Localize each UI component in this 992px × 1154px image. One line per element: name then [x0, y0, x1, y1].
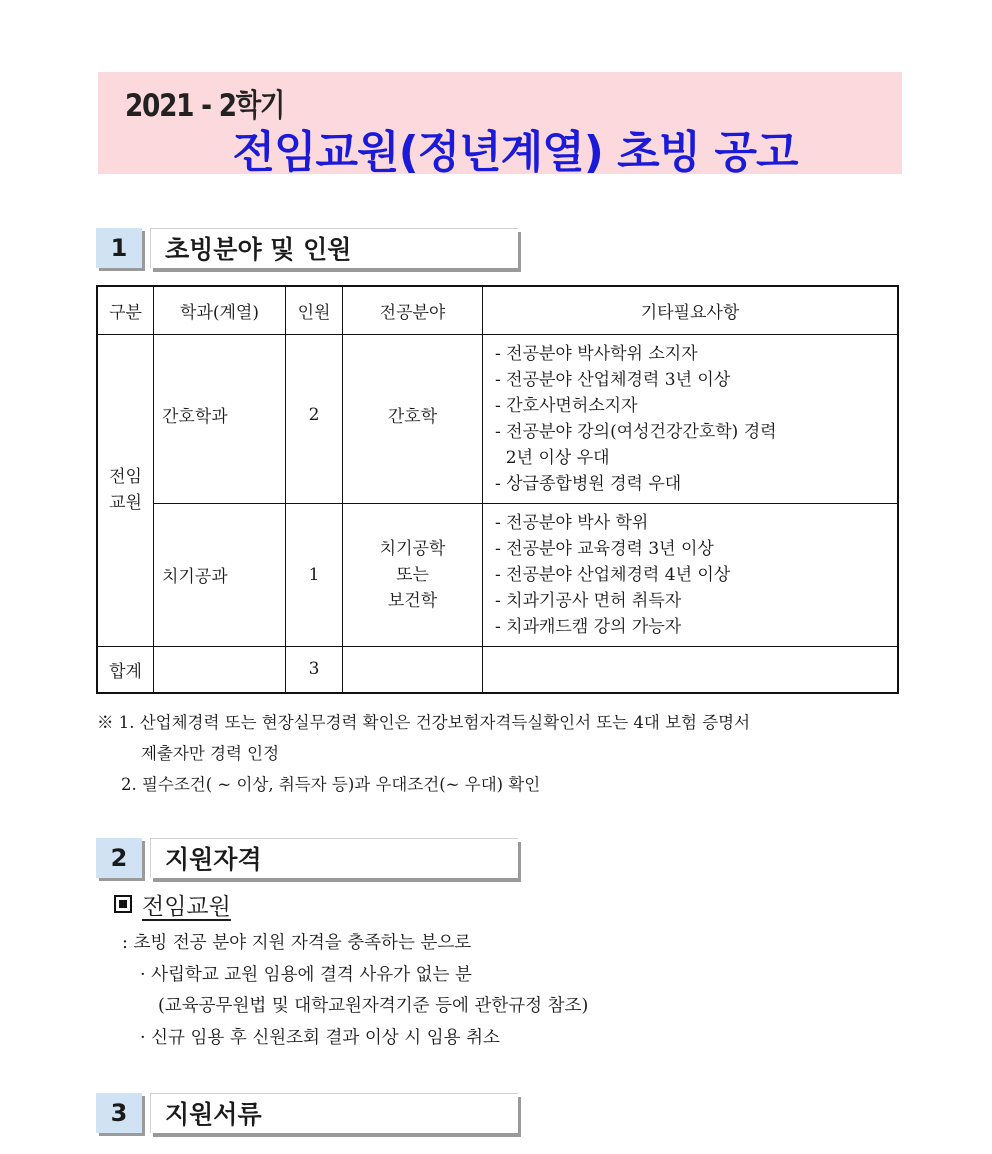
- total-empty-cell: [154, 646, 286, 693]
- field-cell: 간호학: [343, 334, 483, 503]
- header-requirements: 기타필요사항: [483, 286, 899, 334]
- qualification-line: (교육공무원법 및 대학교원자격기준 등에 관한규정 참조): [158, 996, 589, 1016]
- total-empty-cell: [343, 646, 483, 693]
- requirement-item: - 상급종합병원 경력 우대: [495, 473, 682, 494]
- section-number: 2: [96, 838, 142, 878]
- field-cell: 치기공학 또는 보건학: [343, 503, 483, 646]
- requirement-item: - 전공분야 강의(여성건강간호학) 경력: [495, 421, 777, 442]
- requirement-item: - 치과캐드캠 강의 가능자: [495, 616, 682, 637]
- total-label: 합계: [97, 646, 154, 693]
- requirement-item: - 전공분야 산업체경력 4년 이상: [495, 564, 731, 585]
- requirements-cell: [483, 503, 899, 646]
- requirement-item: - 전공분야 산업체경력 3년 이상: [495, 369, 731, 390]
- header-count: 인원: [286, 286, 343, 334]
- requirement-item: - 치과기공사 면허 취득자: [495, 590, 682, 611]
- requirement-item: - 전공분야 박사학위 소지자: [495, 343, 698, 364]
- dept-cell: 치기공과: [154, 503, 286, 646]
- count-cell: 2: [286, 334, 343, 503]
- section-label: 지원자격: [150, 838, 518, 878]
- table-header-row: [97, 286, 898, 334]
- title-semester: 2021 - 2학기: [125, 88, 285, 124]
- section-1-header: [96, 228, 526, 276]
- section-2-header: [96, 838, 526, 886]
- total-empty-cell: [483, 646, 899, 693]
- header-category: 구분: [97, 286, 154, 334]
- header-department: 학과(계열): [154, 286, 286, 334]
- total-count: 3: [286, 646, 343, 693]
- recruitment-table: [96, 285, 899, 694]
- count-cell: 1: [286, 503, 343, 646]
- requirements-cell: [483, 334, 899, 503]
- note-line: 2. 필수조건( ~ 이상, 취득자 등)과 우대조건(~ 우대) 확인: [121, 775, 541, 794]
- section-3-header: [96, 1093, 526, 1141]
- table-row: [97, 503, 898, 646]
- qualification-line: · 신규 임용 후 신원조회 결과 이상 시 임용 취소: [140, 1027, 500, 1048]
- filled-square-icon: [114, 895, 132, 913]
- table-row: [97, 334, 898, 503]
- requirement-item: - 전공분야 교육경력 3년 이상: [495, 538, 714, 559]
- page-title: 전임교원(정년계열) 초빙 공고: [232, 127, 798, 178]
- category-cell: 전임 교원: [97, 334, 154, 646]
- qualification-list: [122, 928, 588, 1054]
- dept-cell: 간호학과: [154, 334, 286, 503]
- note-line: 제출자만 경력 인정: [141, 744, 280, 763]
- subsection-title: 전임교원: [142, 894, 231, 920]
- section-number: 3: [96, 1093, 142, 1133]
- total-row: [97, 646, 898, 693]
- requirement-item: 2년 이상 우대: [495, 447, 610, 468]
- section-label: 초빙분야 및 인원: [150, 228, 518, 268]
- notes: [97, 707, 750, 800]
- title-banner: [98, 72, 902, 178]
- qualification-line: : 초빙 전공 분야 지원 자격을 충족하는 분으로: [122, 933, 472, 953]
- requirement-item: - 전공분야 박사 학위: [495, 512, 649, 533]
- subsection-heading: [114, 888, 231, 921]
- requirement-item: - 간호사면허소지자: [495, 395, 638, 416]
- note-line: ※ 1. 산업체경력 또는 현장실무경력 확인은 건강보험자격득실확인서 또는 4대 보험 증명서: [97, 713, 751, 732]
- header-field: 전공분야: [343, 286, 483, 334]
- section-number: 1: [96, 228, 142, 268]
- section-label: 지원서류: [150, 1093, 518, 1133]
- qualification-line: · 사립학교 교원 임용에 결격 사유가 없는 분: [140, 964, 472, 985]
